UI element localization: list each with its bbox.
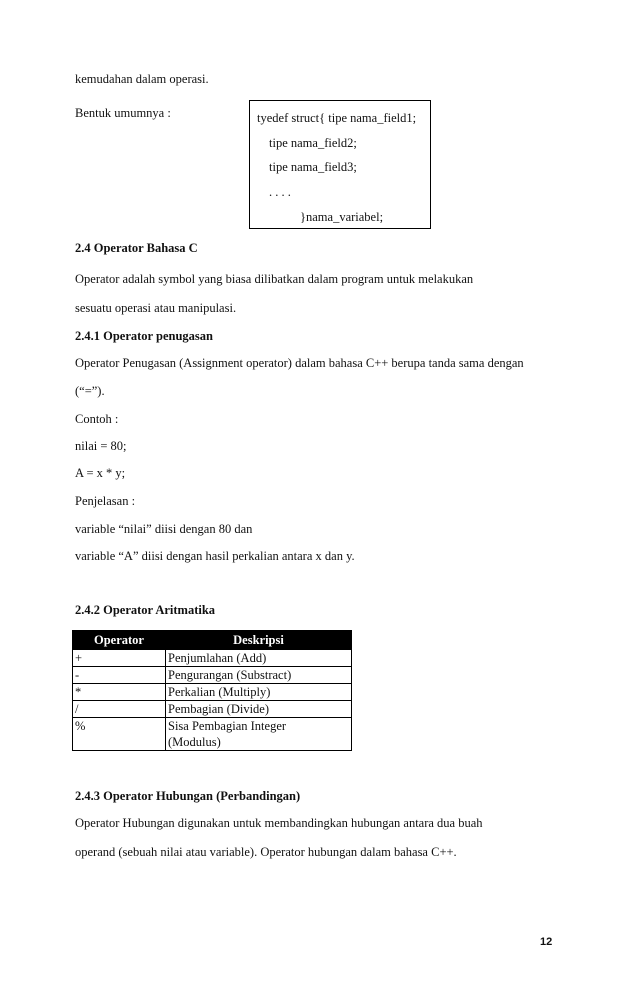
section-2-4-3-para-line1: Operator Hubungan digunakan untuk membandingkan hubungan antara dua buah — [75, 816, 483, 830]
operator-cell: * — [73, 684, 166, 701]
section-2-4-3-para-line2: operand (sebuah nilai atau variable). Operator hubungan dalam bahasa C++. — [75, 845, 457, 859]
code-line-5: }nama_variabel; — [300, 210, 384, 224]
operator-cell: % — [73, 718, 166, 751]
description-line-1: Sisa Pembagian Integer — [168, 719, 287, 733]
description-cell: Penjumlahan (Add) — [166, 650, 352, 667]
explain-line-2: variable “A” diisi dengan hasil perkalian antara x dan y. — [75, 549, 355, 563]
code-line-4: . . . . — [269, 185, 291, 199]
section-2-4-1-para-line2: (“=”). — [75, 384, 105, 398]
penjelasan-label: Penjelasan : — [75, 494, 136, 508]
explain-line-1: variable “nilai” diisi dengan 80 dan — [75, 522, 253, 536]
description-cell — [166, 718, 352, 751]
page-number: 12 — [540, 936, 553, 948]
example-line-2: A = x * y; — [75, 466, 126, 480]
code-line-2: tipe nama_field2; — [269, 136, 357, 150]
code-line-3: tipe nama_field3; — [269, 160, 357, 174]
description-cell: Perkalian (Multiply) — [166, 684, 352, 701]
operator-cell: - — [73, 667, 166, 684]
bentuk-label: Bentuk umumnya : — [75, 106, 171, 120]
table-row — [73, 667, 352, 684]
description-cell: Pengurangan (Substract) — [166, 667, 352, 684]
section-2-4-heading: 2.4 Operator Bahasa C — [75, 241, 198, 255]
section-2-4-1-para-line1: Operator Penugasan (Assignment operator) dalam bahasa C++ berupa tanda sama dengan — [75, 356, 524, 370]
header-operator: Operator — [73, 631, 166, 650]
table-row — [73, 684, 352, 701]
table-row — [73, 718, 352, 751]
operator-cell: + — [73, 650, 166, 667]
struct-code-box — [249, 100, 431, 229]
table-header-row — [73, 631, 352, 650]
intro-line: kemudahan dalam operasi. — [75, 72, 209, 86]
section-2-4-3-heading: 2.4.3 Operator Hubungan (Perbandingan) — [75, 789, 301, 803]
description-line-2: (Modulus) — [168, 735, 221, 749]
operator-cell: / — [73, 701, 166, 718]
code-line-1: tyedef struct{ tipe nama_field1; — [257, 111, 417, 125]
table-row — [73, 650, 352, 667]
section-2-4-para-line2: sesuatu operasi atau manipulasi. — [75, 301, 237, 315]
description-cell: Pembagian (Divide) — [166, 701, 352, 718]
example-line-1: nilai = 80; — [75, 439, 127, 453]
table-row — [73, 701, 352, 718]
arithmetic-operators-table — [72, 630, 352, 751]
section-2-4-1-heading: 2.4.1 Operator penugasan — [75, 329, 213, 343]
section-2-4-para-line1: Operator adalah symbol yang biasa dilibatkan dalam program untuk melakukan — [75, 272, 474, 286]
contoh-label: Contoh : — [75, 412, 119, 426]
header-deskripsi: Deskripsi — [166, 631, 352, 650]
section-2-4-2-heading: 2.4.2 Operator Aritmatika — [75, 603, 216, 617]
